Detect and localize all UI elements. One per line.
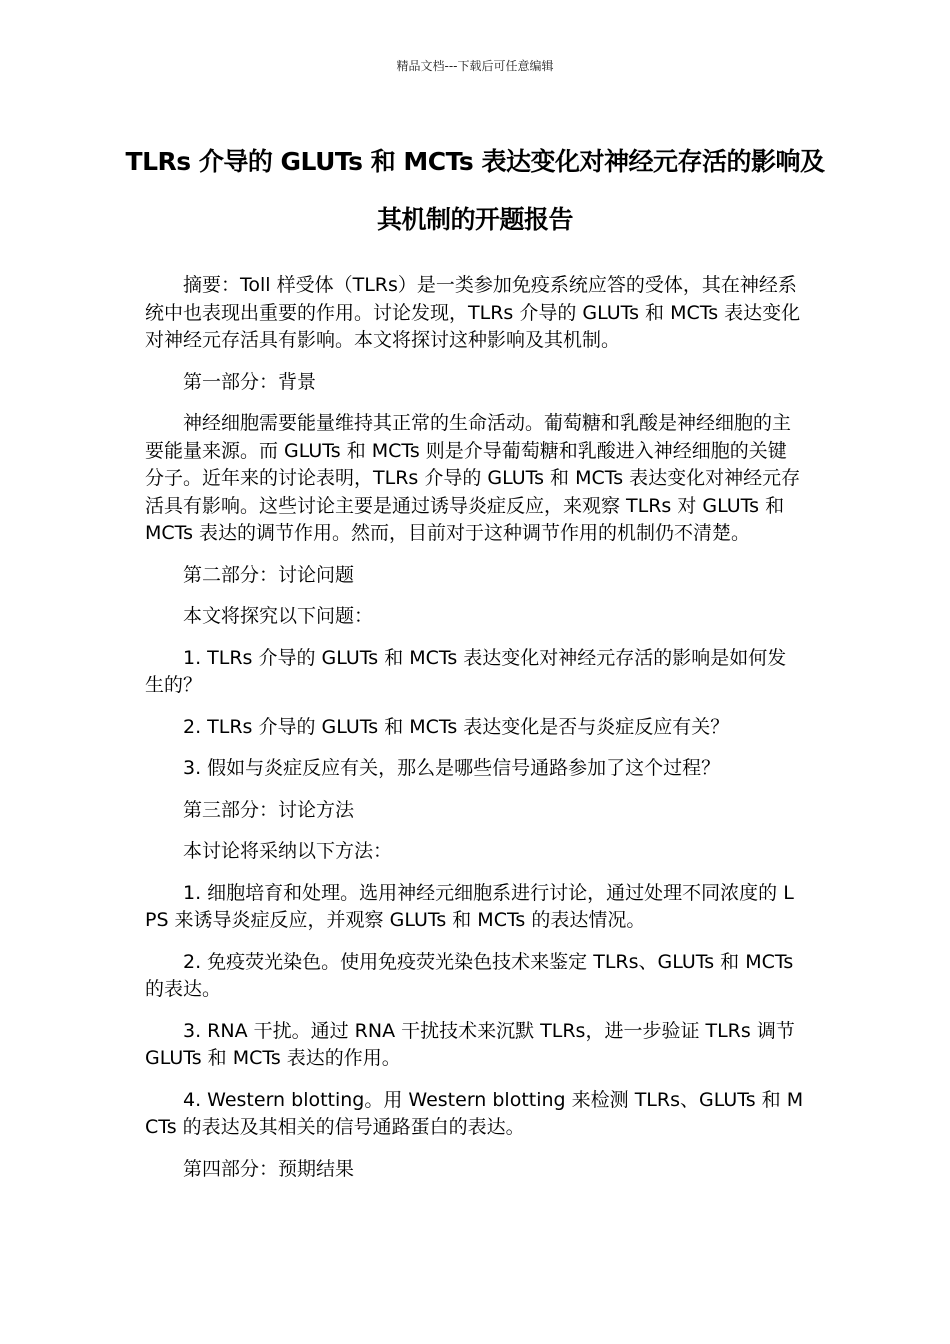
document-body [145, 272, 805, 1197]
method-item-3: 3. RNA 干扰。通过 RNA 干扰技术来沉默 TLRs，进一步验证 TLRs 调节 GLUTs 和 MCTs 表达的作用。 [145, 1019, 795, 1069]
method-item-2: 2. 免疫荧光染色。使用免疫荧光染色技术来鉴定 TLRs、GLUTs 和 MCTs 的表达。 [145, 950, 794, 1000]
paragraph-methods-intro: 本讨论将采纳以下方法： [183, 840, 393, 862]
section-heading-background: 第一部分：背景 [183, 370, 317, 393]
paragraph-background: 神经细胞需要能量维持其正常的生命活动。葡萄糖和乳酸是神经细胞的主要能量来源。而 GLUTs 和 MCTs 则是介导葡萄糖和乳酸进入神经细胞的关键分子。近年来的讨论表明，TLRs 介导的 GLUTs 和 MCTs 表达变化对神经元存活具有影响。这些讨论主要是通过诱导炎症反应，来观察 TLRs 对 GLUTs 和 MCTs 表达的调节作用。然而，目前对于这种调节作用的机制仍不清楚。 [145, 412, 801, 544]
paragraph-abstract: 摘要：Toll 样受体（TLRs）是一类参加免疫系统应答的受体，其在神经系统中也表现出重要的作用。讨论发现，TLRs 介导的 GLUTs 和 MCTs 表达变化对神经元存活具有影响。本文将探讨这种影响及其机制。 [145, 274, 801, 351]
question-item-3: 3. 假如与炎症反应有关，那么是哪些信号通路参加了这个过程？ [183, 757, 721, 779]
section-heading-questions: 第二部分：讨论问题 [183, 563, 355, 586]
method-item-4: 4. Western blotting。用 Western blotting 来检测 TLRs、GLUTs 和 MCTs 的表达及其相关的信号通路蛋白的表达。 [145, 1088, 804, 1138]
method-item-1: 1. 细胞培育和处理。选用神经元细胞系进行讨论，通过处理不同浓度的 LPS 来诱导炎症反应，并观察 GLUTs 和 MCTs 的表达情况。 [145, 881, 794, 931]
page-header: 精品文档---下载后可任意编辑 [396, 59, 554, 73]
section-heading-results: 第四部分：预期结果 [183, 1157, 355, 1180]
section-heading-methods: 第三部分：讨论方法 [183, 798, 355, 821]
document-title: TLRs 介导的 GLUTs 和 MCTs 表达变化对神经元存活的影响及其机制的开题报告 [125, 147, 825, 234]
paragraph-questions-intro: 本文将探究以下问题： [183, 605, 374, 627]
question-item-2: 2. TLRs 介导的 GLUTs 和 MCTs 表达变化是否与炎症反应有关？ [183, 715, 730, 738]
question-item-1: 1. TLRs 介导的 GLUTs 和 MCTs 表达变化对神经元存活的影响是如何发生的？ [145, 646, 787, 696]
